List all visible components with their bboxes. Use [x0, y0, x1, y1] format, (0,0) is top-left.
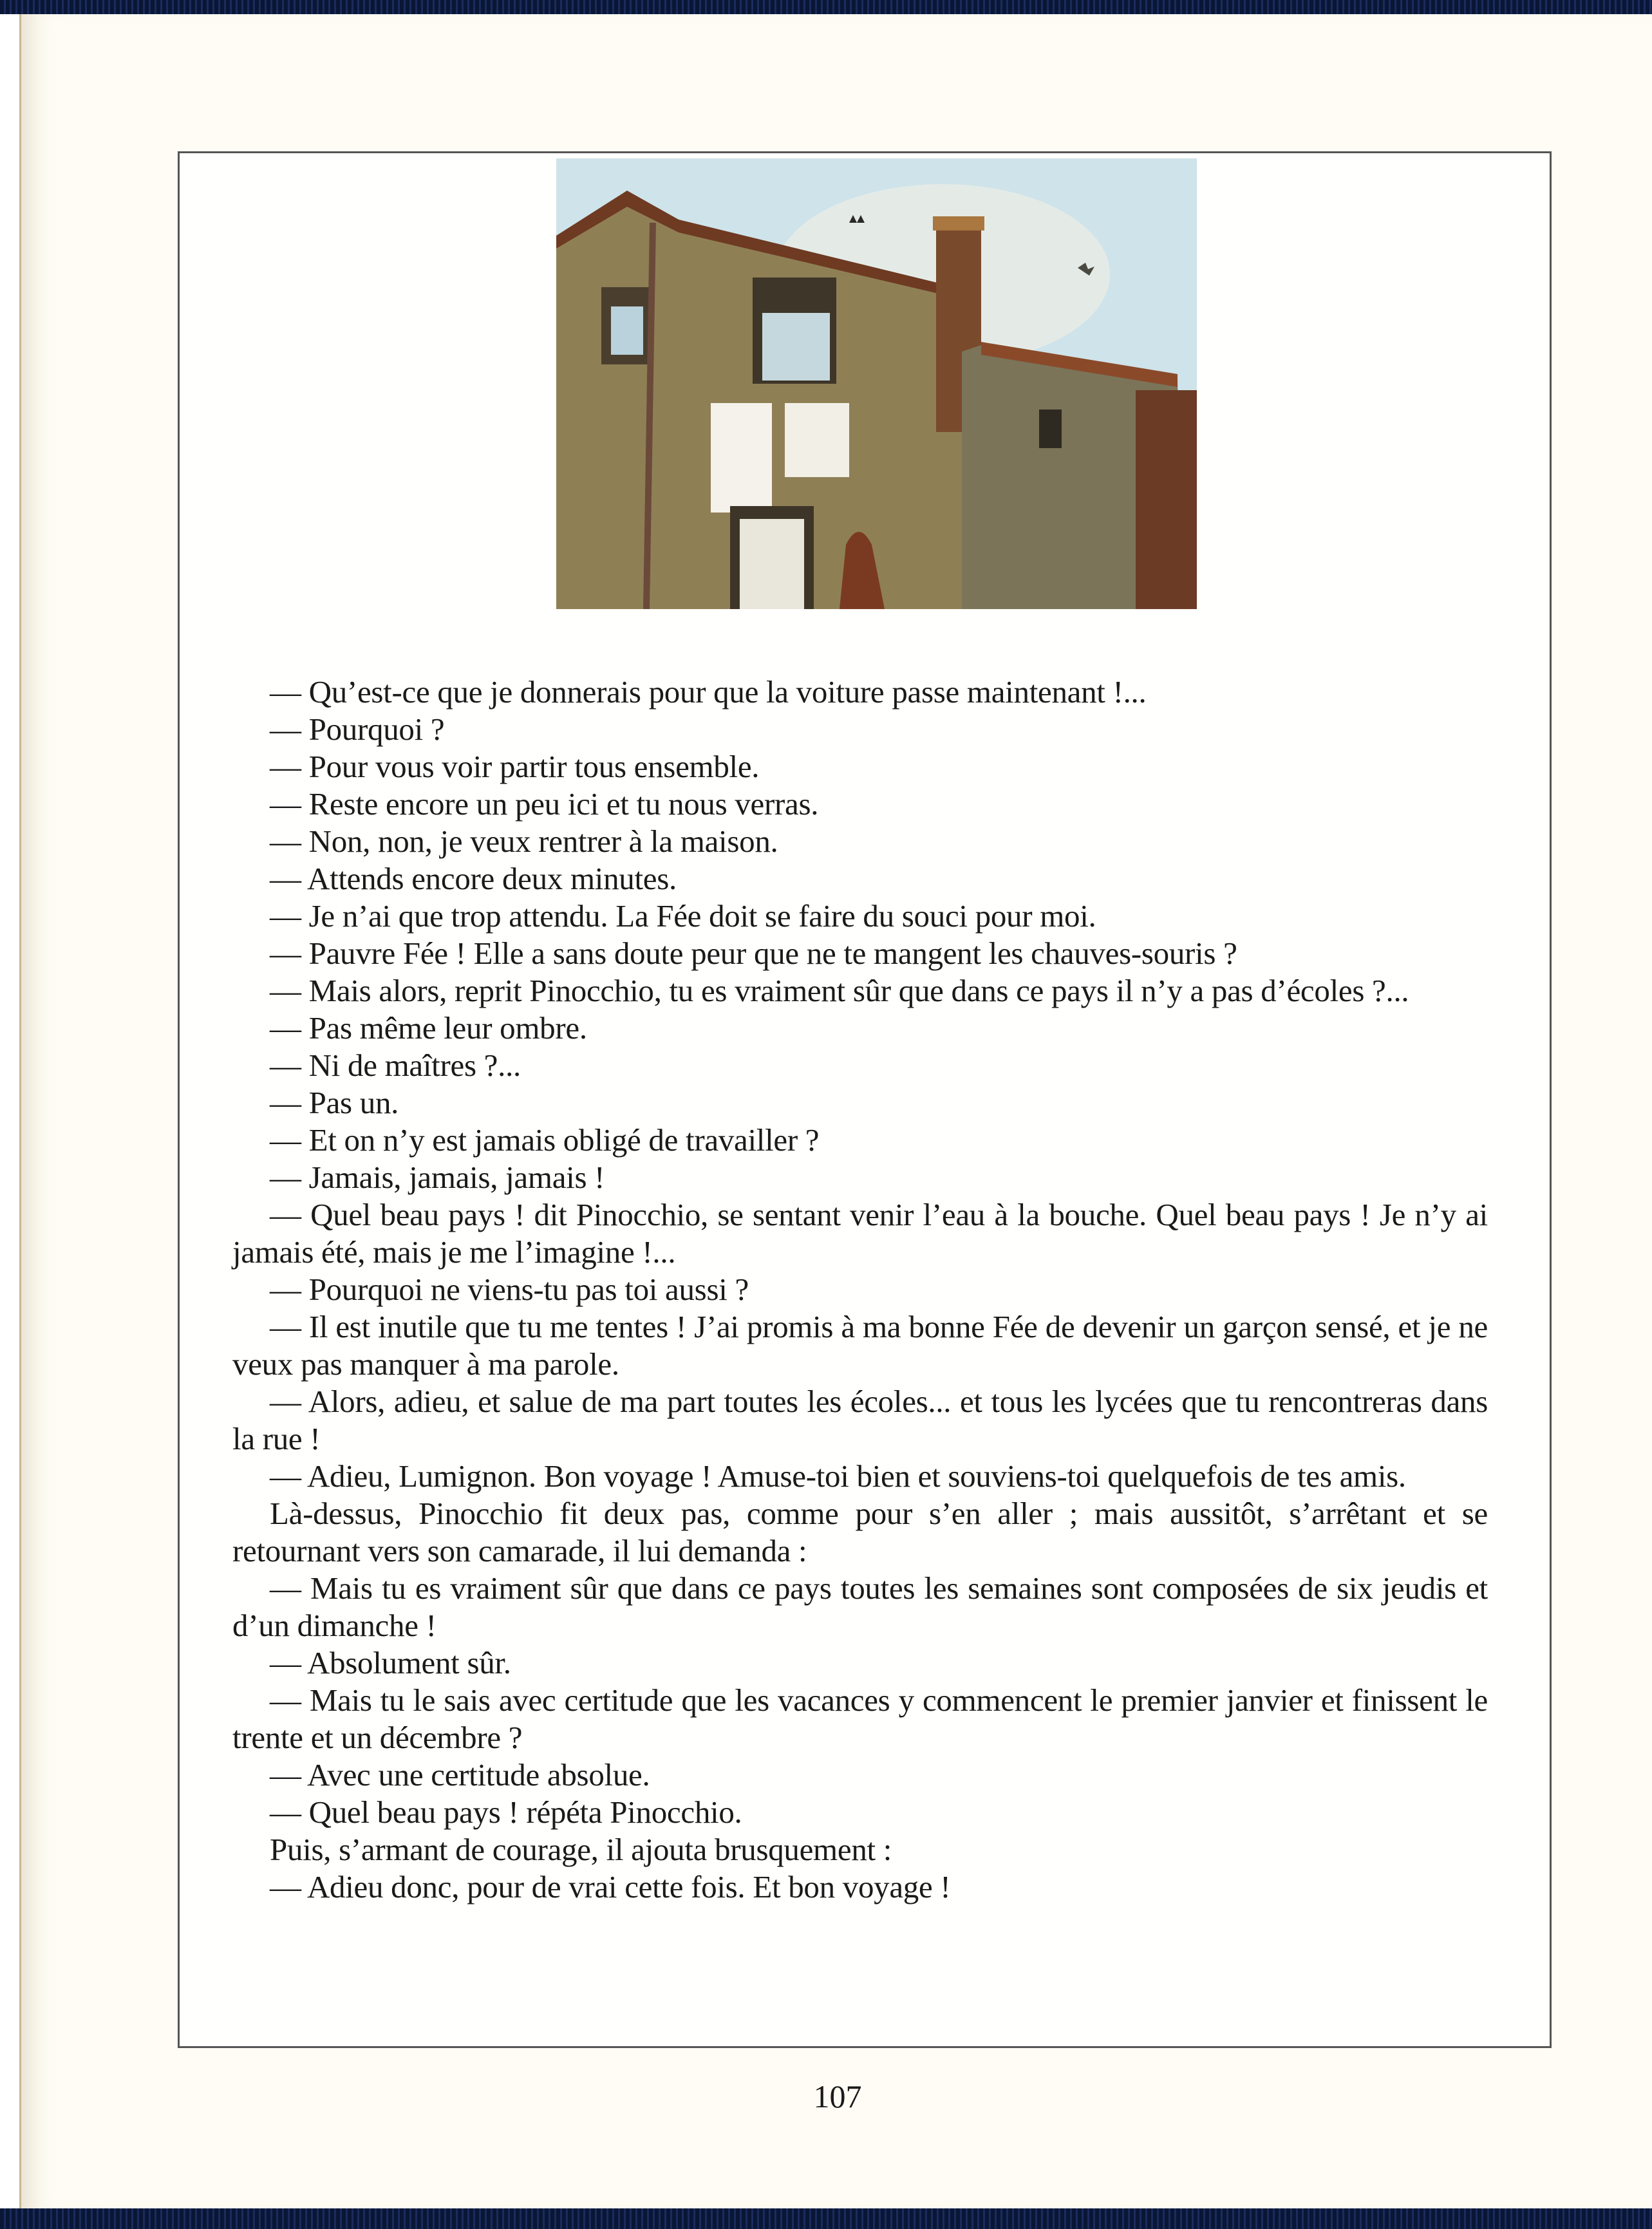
paragraph: — Alors, adieu, et salue de ma part toutes les écoles... et tous les lycées que tu rencontreras dans la rue !: [232, 1384, 1488, 1456]
page-text: [232, 673, 1488, 1906]
paragraph: — Quel beau pays ! dit Pinocchio, se sentant venir l’eau à la bouche. Quel beau pays ! Je n’y ai jamais été, mais je me l’imagine !...: [232, 1197, 1488, 1270]
paragraph: — Et on n’y est jamais obligé de travailler ?: [270, 1122, 820, 1158]
book-cover-bottom-edge: [0, 2208, 1652, 2229]
laundry-sheet-2: [785, 403, 849, 477]
paragraph: — Pourquoi ne viens-tu pas toi aussi ?: [270, 1272, 749, 1307]
illustration-stone-house: [556, 158, 1197, 609]
paragraph: — Mais tu le sais avec certitude que les vacances y commencent le premier janvier et finissent le trente et un décembre ?: [232, 1682, 1488, 1755]
paragraph: — Absolument sûr.: [270, 1645, 511, 1680]
text-frame: [178, 151, 1552, 2048]
paragraph: — Mais tu es vraiment sûr que dans ce pays toutes les semaines sont composées de six jeudis et d’un dimanche !: [232, 1570, 1488, 1643]
paragraph: — Qu’est-ce que je donnerais pour que la voiture passe maintenant !...: [270, 674, 1147, 710]
paragraph: — Il est inutile que tu me tentes ! J’ai promis à ma bonne Fée de devenir un garçon sensé, et je ne veux pas manquer à ma parole.: [232, 1309, 1488, 1382]
paragraph: — Avec une certitude absolue.: [270, 1757, 650, 1792]
paragraph: — Pourquoi ?: [270, 711, 445, 747]
paragraph: — Ni de maîtres ?...: [270, 1048, 521, 1083]
house-painting-icon: [556, 158, 1197, 609]
paragraph: — Adieu donc, pour de vrai cette fois. Et bon voyage !: [270, 1869, 951, 1905]
paragraph: — Attends encore deux minutes.: [270, 861, 677, 896]
paragraph: Là-dessus, Pinocchio fit deux pas, comme pour s’en aller ; mais aussitôt, s’arrêtant et se retournant vers son camarade, il lui demanda :: [232, 1496, 1488, 1568]
page-number: 107: [813, 2078, 862, 2114]
door-curtain: [740, 519, 804, 609]
paragraph: — Reste encore un peu ici et tu nous verras.: [270, 786, 819, 822]
paragraph: — Jamais, jamais, jamais !: [270, 1160, 605, 1195]
page-gutter: [0, 14, 19, 2208]
paragraph: Puis, s’armant de courage, il ajouta brusquement :: [270, 1832, 892, 1867]
book-cover-top-edge: [0, 0, 1652, 14]
paragraph: — Adieu, Lumignon. Bon voyage ! Amuse-toi bien et souviens-toi quelquefois de tes amis.: [270, 1458, 1406, 1494]
paragraph: — Mais alors, reprit Pinocchio, tu es vraiment sûr que dans ce pays il n’y a pas d’écoles ?...: [270, 973, 1409, 1008]
paragraph: — Quel beau pays ! répéta Pinocchio.: [270, 1794, 742, 1830]
window-left-glass: [611, 306, 643, 355]
paragraph: — Pas même leur ombre.: [270, 1010, 587, 1046]
side-roof-edge: [1136, 390, 1197, 609]
paragraph: — Pauvre Fée ! Elle a sans doute peur que ne te mangent les chauves-souris ?: [270, 936, 1237, 971]
book-page: [19, 14, 1652, 2208]
paragraph: — Je n’ai que trop attendu. La Fée doit se faire du souci pour moi.: [270, 898, 1096, 934]
paragraph: — Pour vous voir partir tous ensemble.: [270, 749, 760, 784]
chimney-cap: [933, 216, 984, 230]
laundry-sheet-1: [711, 403, 772, 513]
paragraph: — Non, non, je veux rentrer à la maison.: [270, 823, 778, 859]
window-side: [1039, 409, 1062, 448]
window-top-glass: [762, 313, 830, 381]
paragraph: — Pas un.: [270, 1085, 399, 1120]
